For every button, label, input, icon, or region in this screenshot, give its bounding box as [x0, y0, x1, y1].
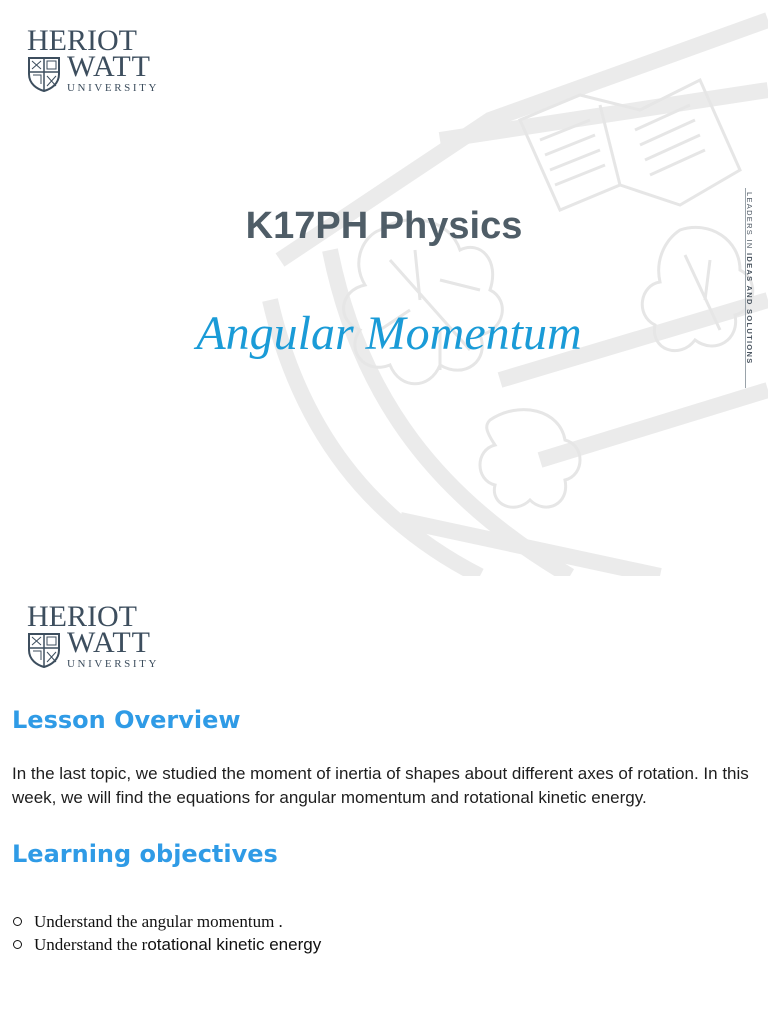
learning-objectives-heading: Learning objectives — [12, 840, 278, 868]
logo-university-text: UNIVERSITY — [67, 658, 159, 670]
leaders-tagline — [742, 188, 756, 388]
heriot-watt-logo — [27, 26, 167, 96]
logo-watt-text: WATT — [67, 626, 151, 659]
overview-slide — [0, 576, 768, 1024]
overview-paragraph: In the last topic, we studied the moment of inertia of shapes about different axes of rotation. In this week, we will find the equations for angular momentum and rotational kinetic energy. — [12, 764, 749, 807]
bullet-circle-icon — [13, 940, 22, 949]
logo-university-text: UNIVERSITY — [67, 82, 159, 94]
slide-subtitle: Angular Momentum — [196, 307, 582, 360]
logo-heriot-text: HERIOT — [27, 24, 137, 57]
slide-title: K17PH Physics — [245, 205, 523, 247]
crest-watermark — [240, 0, 768, 576]
logo-heriot-text: HERIOT — [27, 600, 137, 633]
logo-watt-text: WATT — [67, 50, 151, 83]
shield-icon — [27, 56, 61, 92]
objective-text: Understand the r — [34, 935, 148, 954]
tagline-text — [745, 192, 754, 365]
heriot-watt-logo-2 — [27, 602, 167, 672]
tagline-text-a: LEADERS IN — [745, 192, 754, 253]
list-item — [12, 910, 321, 933]
objective-text: Understand the angular momentum . — [34, 912, 283, 931]
objectives-list — [12, 910, 321, 956]
bullet-circle-icon — [13, 917, 22, 926]
list-item — [12, 933, 321, 956]
shield-icon — [27, 632, 61, 668]
lesson-overview-heading: Lesson Overview — [12, 706, 241, 734]
tagline-text-b: IDEAS AND SOLUTIONS — [745, 252, 754, 365]
objective-text-sans: otational kinetic energy — [147, 935, 322, 954]
